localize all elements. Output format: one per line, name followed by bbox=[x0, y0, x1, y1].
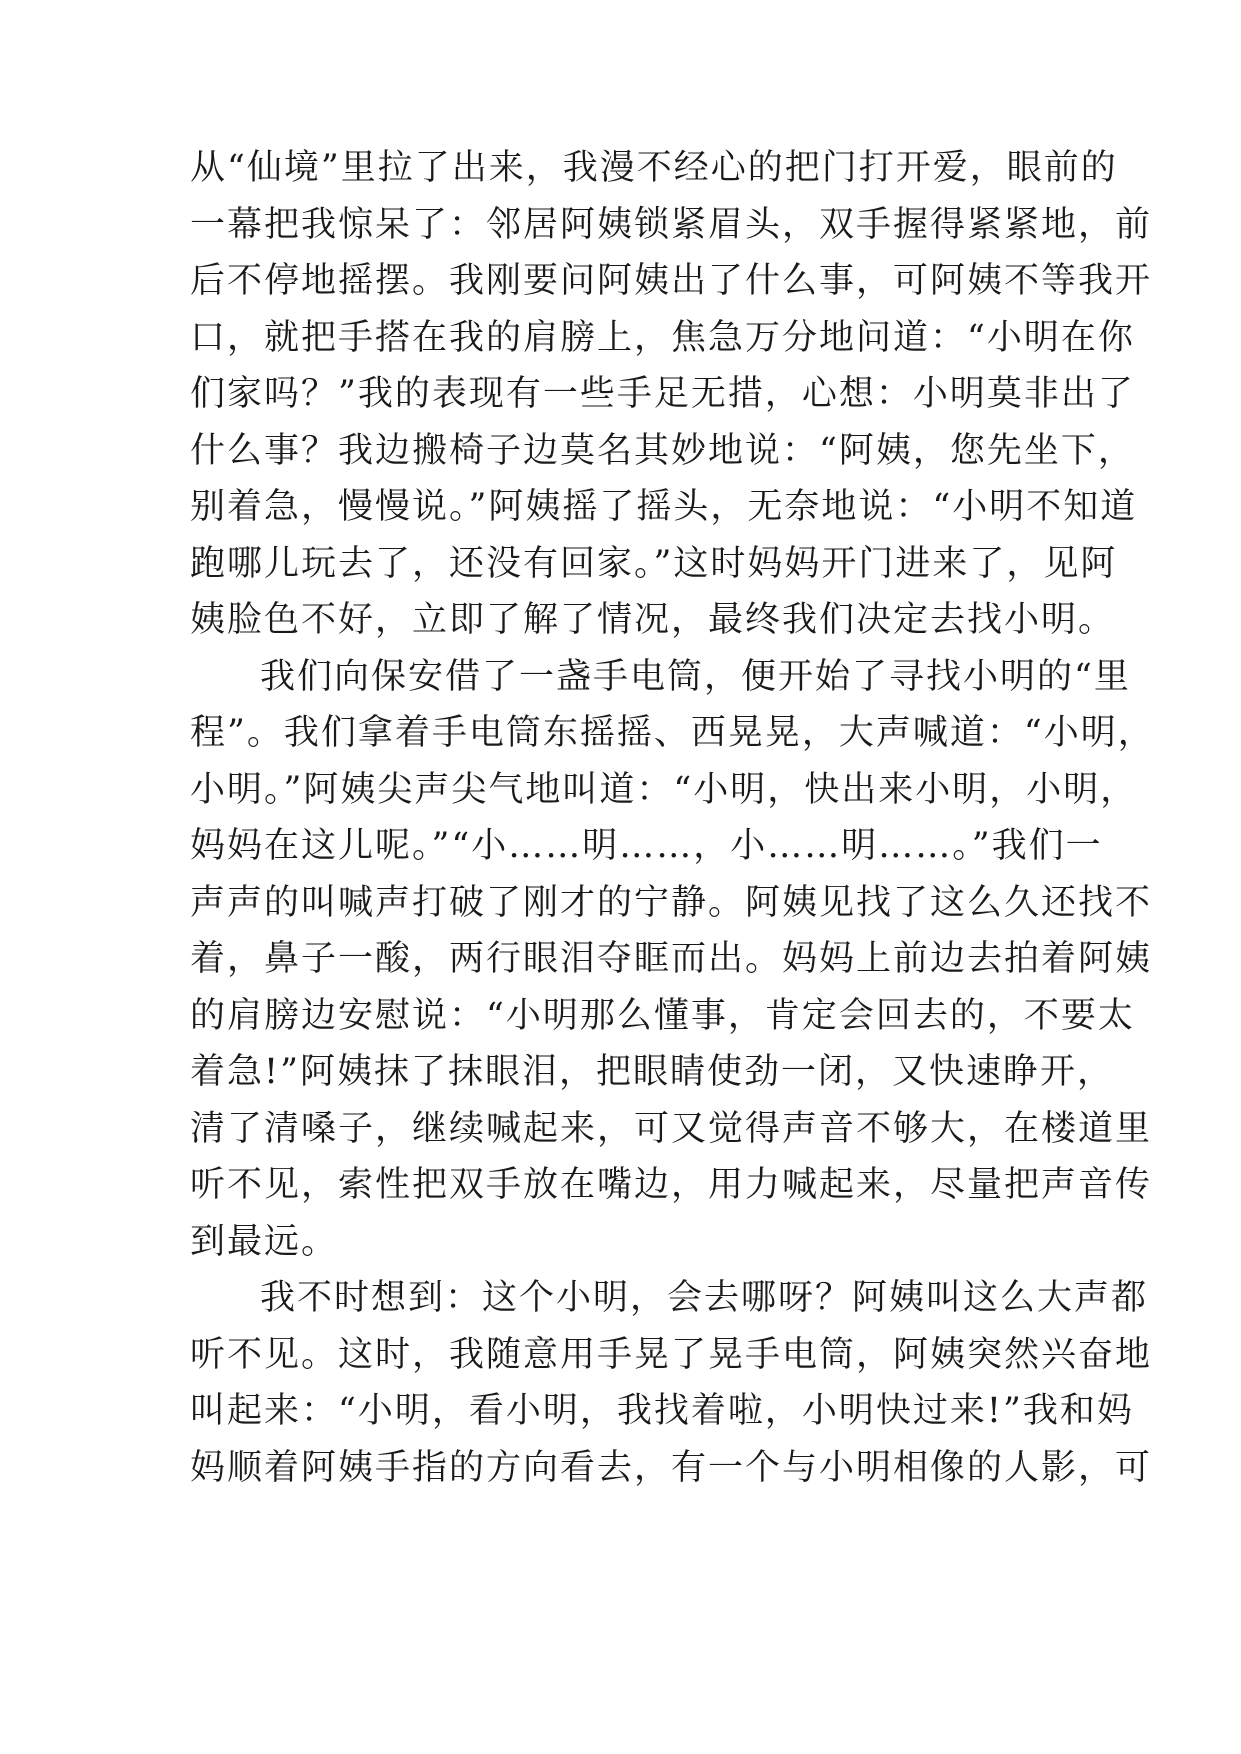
text-line: 妈顺着阿姨手指的方向看去，有一个与小明相像的人影，可 bbox=[190, 1447, 1153, 1488]
text-line: 声声的叫喊声打破了刚才的宁静。阿姨见找了这么久还找不 bbox=[190, 882, 1153, 923]
text-line: 别着急，慢慢说。”阿姨摇了摇头，无奈地说：“小明不知道 bbox=[190, 487, 1138, 527]
text-line: 叫起来：“小明，看小明，我找着啦，小明快过来!”我和妈 bbox=[190, 1391, 1134, 1431]
text-line: 一幕把我惊呆了：邻居阿姨锁紧眉头，双手握得紧紧地，前 bbox=[190, 204, 1153, 245]
paragraph bbox=[190, 140, 1153, 649]
text-line: 程”。我们拿着手电筒东摇摇、西晃晃，大声喊道：“小明， bbox=[190, 713, 1155, 753]
text-line: 从“仙境”里拉了出来，我漫不经心的把门打开爱，眼前的 bbox=[190, 148, 1118, 188]
paragraph bbox=[190, 1270, 1153, 1496]
text-line: 跑哪儿玩去了，还没有回家。”这时妈妈开门进来了，见阿 bbox=[190, 543, 1118, 584]
document-body bbox=[190, 140, 1155, 1496]
text-line: 我不时想到：这个小明，会去哪呀？阿姨叫这么大声都 bbox=[260, 1278, 1149, 1318]
text-line: 小明。”阿姨尖声尖气地叫道：“小明，快出来小明，小明， bbox=[190, 769, 1138, 810]
text-line: 妈妈在这儿呢。”“小……明……，小……明……。”我们一 bbox=[190, 826, 1103, 866]
text-line: 听不见，索性把双手放在嘴边，用力喊起来，尽量把声音传 bbox=[190, 1165, 1153, 1205]
text-line: 我们向保安借了一盏手电筒，便开始了寻找小明的“里 bbox=[260, 656, 1131, 697]
text-line: 的肩膀边安慰说：“小明那么懂事，肯定会回去的，不要太 bbox=[190, 995, 1135, 1036]
text-line: 清了清嗓子，继续喊起来，可又觉得声音不够大，在楼道里 bbox=[190, 1108, 1153, 1149]
text-line: 着急!”阿姨抹了抹眼泪，把眼睛使劲一闭，又快速睁开， bbox=[190, 1052, 1114, 1092]
text-line: 姨脸色不好，立即了解了情况，最终我们决定去找小明。 bbox=[190, 600, 1116, 640]
text-line: 什么事？我边搬椅子边莫名其妙地说：“阿姨，您先坐下， bbox=[190, 430, 1135, 471]
text-line: 到最远。 bbox=[190, 1221, 339, 1262]
document-page bbox=[190, 140, 1155, 1496]
paragraph bbox=[190, 649, 1155, 1271]
text-line: 们家吗？”我的表现有一些手足无措，心想：小明莫非出了 bbox=[190, 374, 1135, 414]
text-line: 口，就把手搭在我的肩膀上，焦急万分地问道：“小明在你 bbox=[190, 317, 1135, 358]
text-line: 听不见。这时，我随意用手晃了晃手电筒，阿姨突然兴奋地 bbox=[190, 1334, 1153, 1375]
text-line: 着，鼻子一酸，两行眼泪夺眶而出。妈妈上前边去拍着阿姨 bbox=[190, 939, 1153, 979]
text-line: 后不停地摇摆。我刚要问阿姨出了什么事，可阿姨不等我开 bbox=[190, 261, 1153, 301]
